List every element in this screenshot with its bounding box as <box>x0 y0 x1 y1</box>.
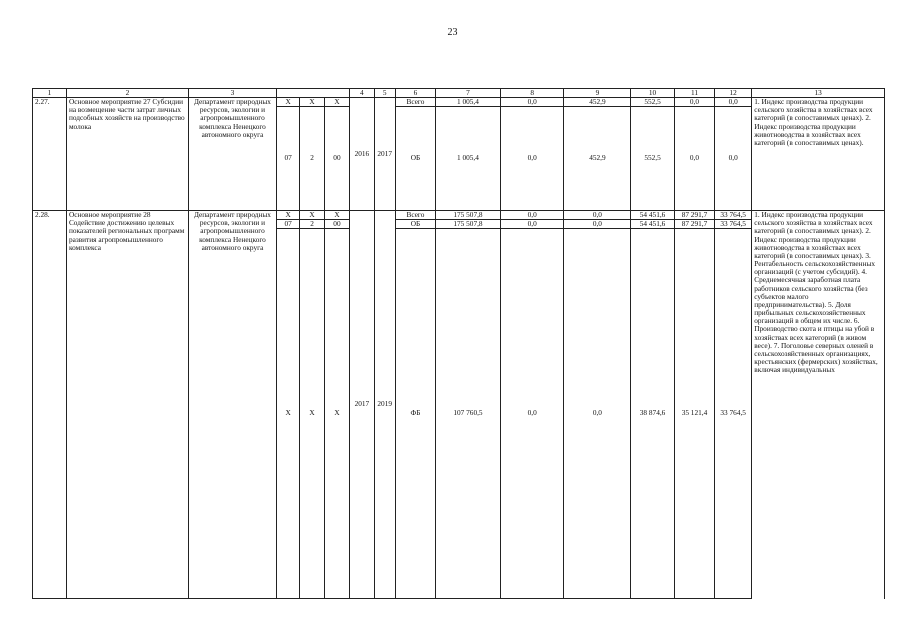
start-year: 2016 <box>350 98 374 211</box>
funding-source: ОБ <box>395 220 435 229</box>
value-cell: 0,0 <box>500 211 564 220</box>
code-cell: 00 <box>324 107 349 211</box>
value-cell: 452,9 <box>564 107 631 211</box>
code-cell: Х <box>277 211 300 220</box>
code-cell: Х <box>300 211 324 220</box>
end-year: 2017 <box>374 98 395 211</box>
value-cell: 1 005,4 <box>436 107 501 211</box>
col-number: 13 <box>752 89 885 98</box>
value-cell: 107 760,5 <box>436 229 501 599</box>
col-number: 1 <box>33 89 67 98</box>
row-name: Основное мероприятие 28 Содействие достижению целевых показателей региональных программ развития агропромышленного комплекса <box>66 211 188 599</box>
column-number-row <box>33 89 885 98</box>
row-executor: Департамент природных ресурсов, экологии и агропромышленного комплекса Ненецкого автономного округа <box>188 211 276 599</box>
value-cell: 1 005,4 <box>436 98 501 107</box>
row-indicators: 1. Индекс производства продукции сельского хозяйства в хозяйствах всех категорий (в сопоставимых ценах). 2. Индекс производства продукции животноводства в хозяйствах всех категорий (в сопоставимых ценах). <box>752 98 885 211</box>
value-cell: 0,0 <box>564 211 631 220</box>
value-cell: 38 874,6 <box>631 229 675 599</box>
funding-source: Всего <box>395 98 435 107</box>
value-cell: 33 764,5 <box>715 220 752 229</box>
code-cell: Х <box>277 98 300 107</box>
program-table <box>32 88 885 599</box>
row-name: Основное мероприятие 27 Субсидии на возмещение части затрат личных подсобных хозяйств на производство молока <box>66 98 188 211</box>
funding-source: Всего <box>395 211 435 220</box>
value-cell: 0,0 <box>500 98 564 107</box>
value-cell: 0,0 <box>715 107 752 211</box>
value-cell: 0,0 <box>500 220 564 229</box>
value-cell: 452,9 <box>564 98 631 107</box>
value-cell: 87 291,7 <box>674 211 714 220</box>
col-number: 10 <box>631 89 675 98</box>
value-cell: 33 764,5 <box>715 229 752 599</box>
col-number: 3 <box>188 89 276 98</box>
col-number: 9 <box>564 89 631 98</box>
value-cell: 0,0 <box>674 98 714 107</box>
code-cell: Х <box>300 98 324 107</box>
value-cell: 54 451,6 <box>631 211 675 220</box>
page-number: 23 <box>447 27 458 38</box>
col-number: 5 <box>374 89 395 98</box>
funding-source: ФБ <box>395 229 435 599</box>
table-row <box>33 211 885 220</box>
row-executor: Департамент природных ресурсов, экологии и агропромышленного комплекса Ненецкого автономного округа <box>188 98 276 211</box>
row-id: 2.27. <box>33 98 67 211</box>
code-cell: 00 <box>324 220 349 229</box>
code-cell: Х <box>324 98 349 107</box>
value-cell: 0,0 <box>500 229 564 599</box>
col-number: 2 <box>66 89 188 98</box>
col-number: 4 <box>350 89 374 98</box>
end-year: 2019 <box>374 211 395 599</box>
col-number: 11 <box>674 89 714 98</box>
value-cell: 0,0 <box>564 220 631 229</box>
value-cell: 175 507,8 <box>436 211 501 220</box>
value-cell: 0,0 <box>564 229 631 599</box>
col-number: 6 <box>395 89 435 98</box>
value-cell: 0,0 <box>500 107 564 211</box>
col-number: 7 <box>436 89 501 98</box>
value-cell: 0,0 <box>674 107 714 211</box>
value-cell: 175 507,8 <box>436 220 501 229</box>
start-year: 2017 <box>350 211 374 599</box>
value-cell: 552,5 <box>631 107 675 211</box>
code-cell: Х <box>324 211 349 220</box>
value-cell: 552,5 <box>631 98 675 107</box>
funding-source: ОБ <box>395 107 435 211</box>
value-cell: 35 121,4 <box>674 229 714 599</box>
code-cell: Х <box>324 229 349 599</box>
value-cell: 87 291,7 <box>674 220 714 229</box>
row-indicators: 1. Индекс производства продукции сельского хозяйства в хозяйствах всех категорий (в сопоставимых ценах). 2. Индекс производства продукции животноводства в хозяйствах всех категорий (в сопоставимых ценах). 3. Рентабельность сельскохозяйственных организаций (с учетом субсидий). 4. Среднемесячная заработная плата работников сельского хозяйства (без субъектов малого предпринимательства). 5. Доля прибыльных сельскохозяйственных организаций в общем их числе. 6. Производство скота и птицы на убой в хозяйствах всех категорий (в живом весе). 7. Поголовье северных оленей в сельскохозяйственных организациях, крестьянских (фермерских) хозяйствах, включая индивидуальных <box>752 211 885 599</box>
code-cell: 07 <box>277 220 300 229</box>
col-number: 12 <box>715 89 752 98</box>
value-cell: 54 451,6 <box>631 220 675 229</box>
code-cell: 2 <box>300 107 324 211</box>
code-cell: Х <box>300 229 324 599</box>
table-row <box>33 98 885 107</box>
col-number <box>277 89 350 98</box>
code-cell: 07 <box>277 107 300 211</box>
code-cell: Х <box>277 229 300 599</box>
value-cell: 0,0 <box>715 98 752 107</box>
code-cell: 2 <box>300 220 324 229</box>
col-number: 8 <box>500 89 564 98</box>
row-id: 2.28. <box>33 211 67 599</box>
value-cell: 33 764,5 <box>715 211 752 220</box>
